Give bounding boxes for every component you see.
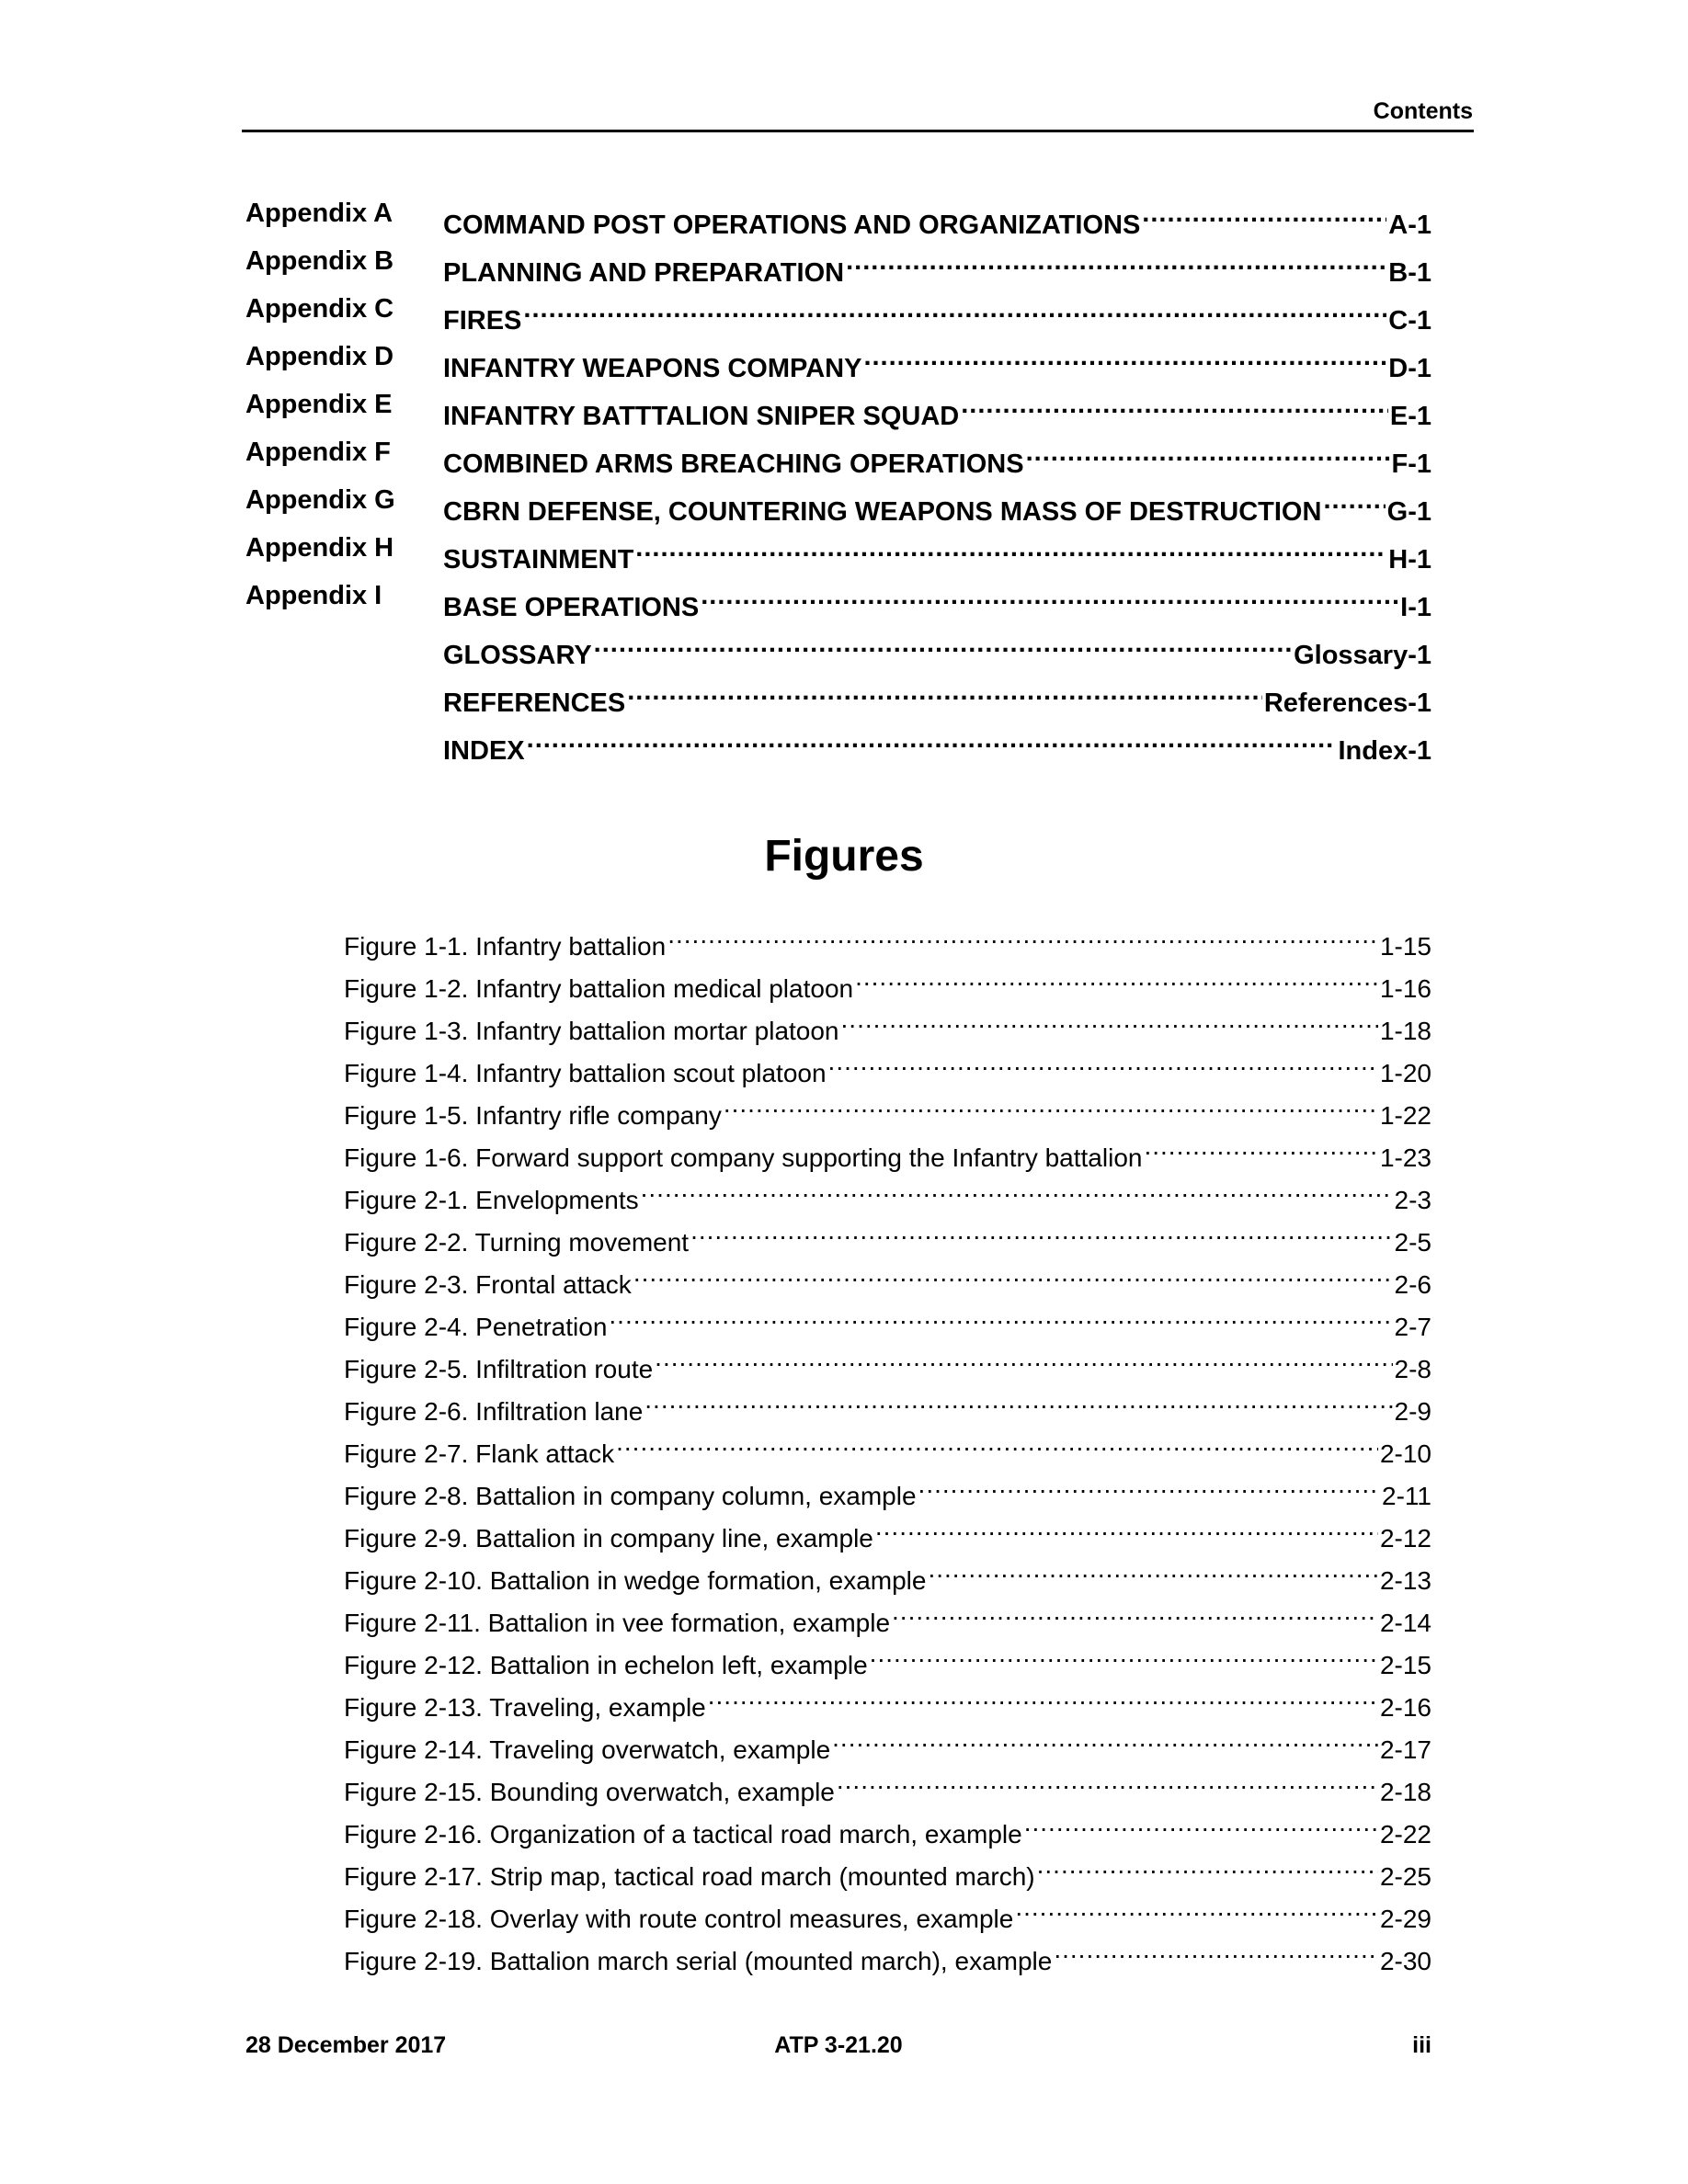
entry-title: GLOSSARY (443, 641, 592, 670)
toc-entry[interactable] (245, 671, 1431, 719)
entry-title: BASE OPERATIONS (443, 593, 700, 622)
page-ref: 2-3 (1394, 1186, 1431, 1214)
page-ref: 2-7 (1394, 1313, 1431, 1341)
figure-title: Figure 1-5. Infantry rifle company (344, 1101, 722, 1130)
page-ref: 1-15 (1379, 932, 1431, 961)
figure-title: Figure 2-19. Battalion march serial (mounted march), example (344, 1947, 1053, 1975)
appendix-label: Appendix D (245, 342, 394, 371)
page-ref: G-1 (1386, 497, 1431, 527)
figure-title: Figure 2-1. Envelopments (344, 1186, 639, 1214)
entry-title: COMMAND POST OPERATIONS AND ORGANIZATIONS (443, 210, 1141, 240)
figure-title: Figure 2-8. Battalion in company column, example (344, 1482, 917, 1510)
dot-leader (837, 1760, 1378, 1801)
dot-leader (667, 915, 1378, 955)
dot-leader (701, 575, 1398, 616)
dot-leader (892, 1591, 1378, 1632)
figures-heading: Figures (764, 832, 924, 881)
entry-title: INFANTRY BATTTALION SNIPER SQUAD (443, 402, 960, 431)
page-ref: B-1 (1388, 258, 1431, 288)
dot-leader (635, 528, 1386, 568)
figure-title: Figure 1-4. Infantry battalion scout platoon (344, 1059, 827, 1087)
toc-entry[interactable] (245, 193, 1431, 241)
dot-leader (875, 1507, 1378, 1547)
entry-title: INFANTRY WEAPONS COMPANY (443, 354, 862, 383)
page-ref: 1-16 (1379, 974, 1431, 1003)
page-ref: 2-10 (1379, 1439, 1431, 1468)
page-ref: A-1 (1388, 210, 1431, 240)
page-ref: 1-20 (1379, 1059, 1431, 1087)
figure-title: Figure 2-2. Turning movement (344, 1228, 690, 1257)
page-ref: 2-5 (1394, 1228, 1431, 1257)
figure-title: Figure 2-13. Traveling, example (344, 1693, 706, 1722)
page-ref: 2-25 (1379, 1862, 1431, 1891)
toc-entry[interactable] (245, 575, 1431, 623)
dot-leader (594, 623, 1292, 664)
figure-title: Figure 2-18. Overlay with route control measures, example (344, 1905, 1014, 1933)
figure-title: Figure 1-1. Infantry battalion (344, 932, 667, 961)
page-ref: 2-8 (1394, 1355, 1431, 1383)
page-ref: Index-1 (1338, 736, 1431, 766)
footer-publication: ATP 3-21.20 (774, 2032, 903, 2058)
figure-title: Figure 2-11. Battalion in vee formation, example (344, 1609, 891, 1637)
figure-title: Figure 2-3. Frontal attack (344, 1270, 632, 1299)
dot-leader (527, 719, 1337, 759)
entry-title: CBRN DEFENSE, COUNTERING WEAPONS MASS OF DESTRUCTION (443, 497, 1322, 527)
page-ref: F-1 (1391, 449, 1431, 479)
dot-leader (523, 289, 1386, 329)
page-ref: H-1 (1388, 545, 1431, 574)
appendix-label: Appendix F (245, 438, 391, 467)
dot-leader (627, 671, 1262, 711)
dot-leader (1015, 1887, 1378, 1928)
dot-leader (616, 1422, 1378, 1462)
page-ref: C-1 (1388, 306, 1431, 336)
page-ref: 2-30 (1379, 1947, 1431, 1975)
page-ref: 2-11 (1382, 1482, 1431, 1510)
page-ref: 2-18 (1379, 1778, 1431, 1806)
dot-leader (1026, 432, 1390, 472)
toc-entry[interactable] (245, 719, 1431, 767)
page-ref: 2-17 (1379, 1735, 1431, 1764)
appendix-label: Appendix C (245, 294, 394, 324)
page-footer (245, 2030, 1431, 2061)
page-ref: D-1 (1388, 354, 1431, 383)
entry-title: SUSTAINMENT (443, 545, 634, 574)
dot-leader (724, 1084, 1378, 1124)
dot-leader (918, 1464, 1380, 1505)
page-ref: 2-9 (1394, 1397, 1431, 1426)
dot-leader (1142, 193, 1386, 233)
figure-title: Figure 2-6. Infiltration lane (344, 1397, 644, 1426)
dot-leader (708, 1676, 1378, 1716)
figure-title: Figure 2-10. Battalion in wedge formation, example (344, 1566, 927, 1595)
toc-entry[interactable] (245, 384, 1431, 432)
appendix-label: Appendix H (245, 533, 394, 563)
toc-entry[interactable] (245, 623, 1431, 671)
page-ref: 2-15 (1379, 1651, 1431, 1679)
page-ref: References-1 (1263, 688, 1431, 718)
page-ref: 2-6 (1394, 1270, 1431, 1299)
appendix-label: Appendix A (245, 199, 393, 228)
page-ref: 2-22 (1379, 1820, 1431, 1848)
page-ref: 2-14 (1379, 1609, 1431, 1637)
figure-title: Figure 2-4. Penetration (344, 1313, 608, 1341)
figure-list (344, 915, 1431, 1975)
toc-entry[interactable] (245, 480, 1431, 528)
figure-title: Figure 2-17. Strip map, tactical road march (mounted march) (344, 1862, 1035, 1891)
figure-title: Figure 2-15. Bounding overwatch, example (344, 1778, 835, 1806)
dot-leader (1144, 1126, 1377, 1166)
dot-leader (961, 384, 1388, 425)
page-ref: Glossary-1 (1294, 641, 1431, 670)
dot-leader (870, 1633, 1378, 1674)
entry-title: REFERENCES (443, 688, 626, 718)
dot-leader (841, 999, 1378, 1040)
figure-title: Figure 2-5. Infiltration route (344, 1355, 654, 1383)
dot-leader (832, 1718, 1378, 1758)
entry-title: PLANNING AND PREPARATION (443, 258, 845, 288)
toc-entry[interactable] (245, 432, 1431, 480)
page-ref: 1-22 (1379, 1101, 1431, 1130)
dot-leader (655, 1337, 1392, 1378)
dot-leader (1054, 1929, 1378, 1970)
header-rule (242, 130, 1474, 132)
figure-entry[interactable] (344, 915, 1431, 961)
appendix-label: Appendix G (245, 485, 395, 515)
appendix-label: Appendix B (245, 246, 394, 276)
dot-leader (644, 1380, 1392, 1420)
toc-entry[interactable] (245, 289, 1431, 336)
dot-leader (1024, 1803, 1378, 1843)
entry-title: COMBINED ARMS BREACHING OPERATIONS (443, 449, 1024, 479)
running-header: Contents (1373, 98, 1473, 124)
figure-title: Figure 1-6. Forward support company supporting the Infantry battalion (344, 1143, 1143, 1172)
toc-entry[interactable] (245, 241, 1431, 289)
figure-title: Figure 2-16. Organization of a tactical road march, example (344, 1820, 1022, 1848)
dot-leader (641, 1168, 1393, 1209)
figure-title: Figure 2-7. Flank attack (344, 1439, 615, 1468)
page-ref: 2-16 (1379, 1693, 1431, 1722)
dot-leader (828, 1041, 1378, 1082)
entry-title: FIRES (443, 306, 522, 336)
dot-leader (1323, 480, 1385, 520)
dot-leader (928, 1549, 1377, 1589)
toc-entry[interactable] (245, 528, 1431, 575)
figure-title: Figure 1-2. Infantry battalion medical platoon (344, 974, 854, 1003)
page-ref: 2-29 (1379, 1905, 1431, 1933)
dot-leader (1037, 1845, 1378, 1885)
dot-leader (855, 957, 1378, 997)
page-ref: 2-12 (1379, 1524, 1431, 1553)
toc-entry[interactable] (245, 336, 1431, 384)
appendix-label: Appendix I (245, 581, 382, 610)
appendix-label: Appendix E (245, 390, 393, 419)
figure-title: Figure 1-3. Infantry battalion mortar platoon (344, 1017, 839, 1045)
page-ref: 2-13 (1379, 1566, 1431, 1595)
page-ref: I-1 (1400, 593, 1431, 622)
dot-leader (863, 336, 1386, 377)
dot-leader (690, 1211, 1392, 1251)
appendix-list (245, 193, 1431, 767)
footer-page-number: iii (1412, 2032, 1431, 2058)
dot-leader (846, 241, 1386, 281)
entry-title: INDEX (443, 736, 525, 766)
page-ref: 1-18 (1379, 1017, 1431, 1045)
page-ref: E-1 (1389, 402, 1431, 431)
page-ref: 1-23 (1379, 1143, 1431, 1172)
figure-title: Figure 2-9. Battalion in company line, example (344, 1524, 873, 1553)
footer-date: 28 December 2017 (245, 2032, 447, 2058)
dot-leader (633, 1253, 1393, 1293)
figure-title: Figure 2-12. Battalion in echelon left, example (344, 1651, 868, 1679)
figure-title: Figure 2-14. Traveling overwatch, example (344, 1735, 831, 1764)
dot-leader (609, 1295, 1392, 1336)
